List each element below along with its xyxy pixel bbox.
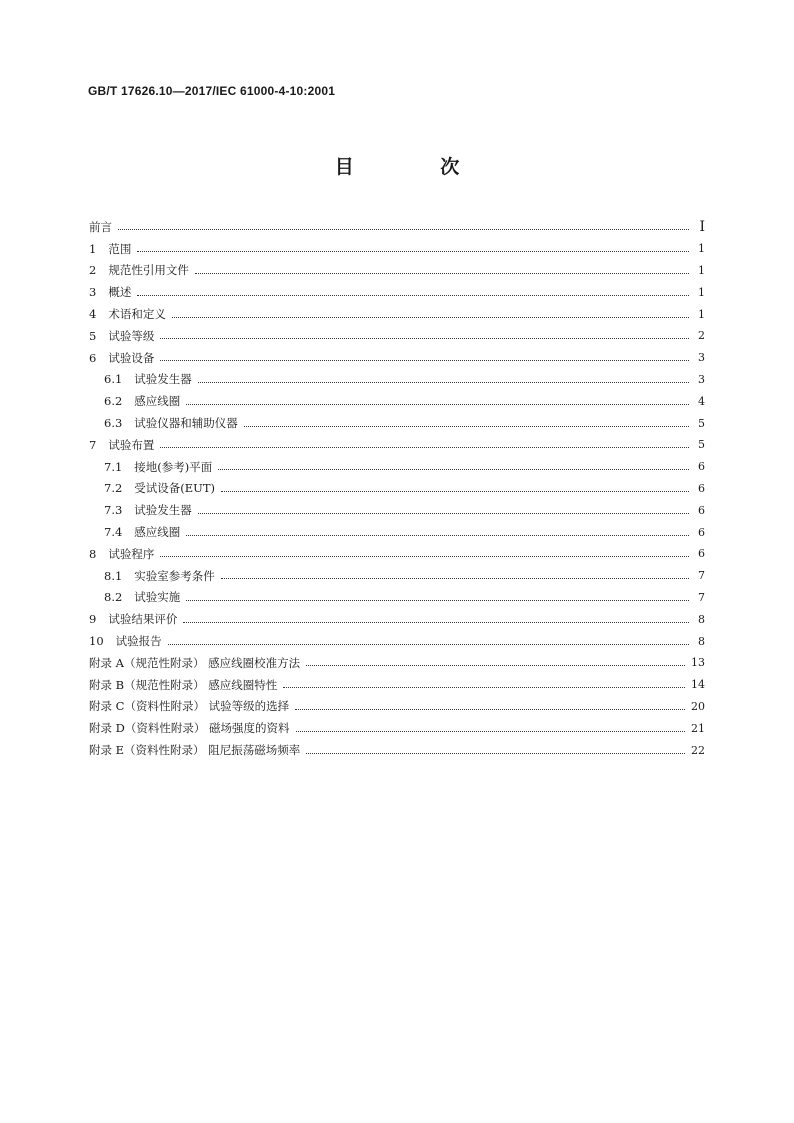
toc-dot-leader: [296, 731, 685, 732]
toc-entry-title: 附录 D（资料性附录） 磁场强度的资料: [89, 721, 290, 736]
toc-entry-title: 概述: [108, 285, 132, 300]
toc-entry-page: 1: [698, 263, 705, 277]
page-title: 目 次: [334, 156, 500, 178]
toc-entry-number: 8.2: [104, 590, 123, 605]
toc-entry-title: 试验发生器: [134, 372, 192, 387]
toc-entry-page: 7: [698, 569, 705, 583]
toc-entry[interactable]: [89, 325, 705, 347]
toc-dot-leader: [221, 491, 689, 492]
toc-dot-leader: [306, 753, 685, 754]
toc-dot-leader: [198, 513, 689, 514]
toc-entry[interactable]: [89, 347, 705, 369]
toc-entry-number: 10: [89, 634, 104, 649]
toc-entry-number: 1: [89, 241, 97, 256]
toc-entry[interactable]: [89, 652, 705, 674]
toc-dot-leader: [218, 469, 689, 470]
toc-entry-title: 试验结果评价: [108, 612, 178, 627]
toc-entry[interactable]: [89, 412, 705, 434]
toc-dot-leader: [186, 404, 689, 405]
toc-entry-number: 7.3: [104, 503, 123, 518]
toc-entry-title: 范围: [108, 241, 132, 256]
toc-entry-page: 7: [698, 590, 705, 604]
toc-entry-title: 试验布置: [108, 437, 155, 452]
toc-entry-title: 附录 E（资料性附录） 阻尼振荡磁场频率: [89, 743, 301, 758]
toc-entry-title: 接地(参考)平面: [134, 459, 213, 474]
toc-dot-leader: [186, 535, 689, 536]
toc-entry[interactable]: [89, 260, 705, 282]
toc-entry-page: 6: [698, 460, 705, 474]
toc-dot-leader: [186, 600, 689, 601]
toc-entry-page: Ⅰ: [699, 218, 705, 235]
toc-entry-number: 7.4: [104, 525, 123, 540]
toc-entry-number: 6.3: [104, 416, 123, 431]
toc-entry-title: 受试设备(EUT): [134, 481, 216, 496]
toc-entry-page: 2: [698, 329, 705, 343]
toc-entry-page: 6: [698, 503, 705, 517]
toc-entry-page: 8: [698, 612, 705, 626]
toc-entry-number: 8: [89, 546, 97, 561]
toc-entry-page: 3: [698, 351, 705, 365]
toc-entry-page: 22: [691, 743, 705, 757]
toc-entry-title: 试验设备: [108, 350, 155, 365]
toc-entry-number: 2: [89, 263, 97, 278]
toc-dot-leader: [295, 709, 685, 710]
toc-entry-title: 附录 B（规范性附录） 感应线圈特性: [89, 677, 278, 692]
toc-entry-page: 3: [698, 372, 705, 386]
toc-entry-number: 7.2: [104, 481, 123, 496]
toc-entry-number: 6.2: [104, 394, 123, 409]
toc-entry[interactable]: [89, 434, 705, 456]
toc-dot-leader: [168, 644, 689, 645]
toc-entry-page: 6: [698, 525, 705, 539]
toc-entry[interactable]: [89, 281, 705, 303]
toc-dot-leader: [172, 317, 689, 318]
toc-entry[interactable]: [89, 499, 705, 521]
toc-entry-title: 附录 C（资料性附录） 试验等级的选择: [89, 699, 290, 714]
toc-dot-leader: [195, 273, 689, 274]
toc-entry-page: 1: [698, 307, 705, 321]
toc-dot-leader: [306, 665, 685, 666]
toc-entry-page: 5: [698, 416, 705, 430]
toc-entry[interactable]: [89, 608, 705, 630]
toc-entry[interactable]: [89, 696, 705, 718]
toc-dot-leader: [221, 578, 689, 579]
toc-entry[interactable]: [89, 565, 705, 587]
toc-dot-leader: [137, 251, 689, 252]
toc-entry-title: 术语和定义: [108, 307, 166, 322]
toc-entry-title: 试验报告: [115, 634, 162, 649]
toc-dot-leader: [198, 382, 689, 383]
toc-entry-number: 4: [89, 307, 97, 322]
toc-entry-page: 6: [698, 481, 705, 495]
document-id: GB/T 17626.10—2017/IEC 61000-4-10:2001: [88, 84, 336, 98]
toc-entry-page: 1: [698, 285, 705, 299]
toc-entry-title: 感应线圈: [134, 525, 181, 540]
toc-entry-number: 9: [89, 612, 97, 627]
toc-dot-leader: [160, 556, 689, 557]
toc-entry-title: 实验室参考条件: [134, 568, 215, 583]
toc-entry-number: 6.1: [104, 372, 123, 387]
toc-dot-leader: [160, 360, 689, 361]
toc-entry[interactable]: [89, 630, 705, 652]
toc-entry-page: 13: [691, 656, 705, 670]
toc-entry[interactable]: [89, 369, 705, 391]
table-of-contents: [89, 216, 705, 761]
toc-entry-page: 6: [698, 547, 705, 561]
toc-dot-leader: [160, 447, 689, 448]
toc-entry-number: 3: [89, 285, 97, 300]
toc-entry-page: 14: [691, 678, 705, 692]
toc-entry[interactable]: [89, 739, 705, 761]
toc-entry[interactable]: [89, 238, 705, 260]
toc-entry-title: 试验等级: [108, 328, 155, 343]
toc-entry-title: 附录 A（规范性附录） 感应线圈校准方法: [89, 655, 301, 670]
toc-entry-page: 21: [691, 721, 705, 735]
toc-entry[interactable]: [89, 587, 705, 609]
toc-dot-leader: [283, 687, 685, 688]
toc-entry-page: 20: [691, 699, 705, 713]
toc-entry-title: 试验程序: [108, 546, 155, 561]
toc-entry-title: 试验实施: [134, 590, 181, 605]
toc-entry-number: 7: [89, 437, 97, 452]
toc-entry-page: 5: [698, 438, 705, 452]
toc-dot-leader: [183, 622, 689, 623]
toc-entry-page: 8: [698, 634, 705, 648]
toc-dot-leader: [137, 295, 689, 296]
toc-entry-title: 试验发生器: [134, 503, 192, 518]
toc-entry[interactable]: [89, 303, 705, 325]
toc-entry[interactable]: [89, 717, 705, 739]
toc-entry-number: 8.1: [104, 568, 123, 583]
toc-entry-number: 6: [89, 350, 97, 365]
toc-entry[interactable]: [89, 521, 705, 543]
toc-entry[interactable]: [89, 456, 705, 478]
toc-entry-title: 规范性引用文件: [108, 263, 189, 278]
toc-entry-title: 试验仪器和辅助仪器: [134, 416, 238, 431]
toc-entry-number: 7.1: [104, 459, 123, 474]
toc-entry[interactable]: [89, 543, 705, 565]
toc-entry[interactable]: [89, 674, 705, 696]
toc-dot-leader: [244, 426, 689, 427]
toc-dot-leader: [118, 229, 689, 230]
toc-entry[interactable]: [89, 478, 705, 500]
toc-entry[interactable]: [89, 390, 705, 412]
toc-entry-title: 感应线圈: [134, 394, 181, 409]
toc-dot-leader: [160, 338, 689, 339]
toc-entry-title: 前言: [89, 219, 112, 234]
toc-entry[interactable]: [89, 216, 705, 238]
toc-entry-page: 4: [698, 394, 705, 408]
toc-entry-number: 5: [89, 328, 97, 343]
toc-entry-page: 1: [698, 242, 705, 256]
